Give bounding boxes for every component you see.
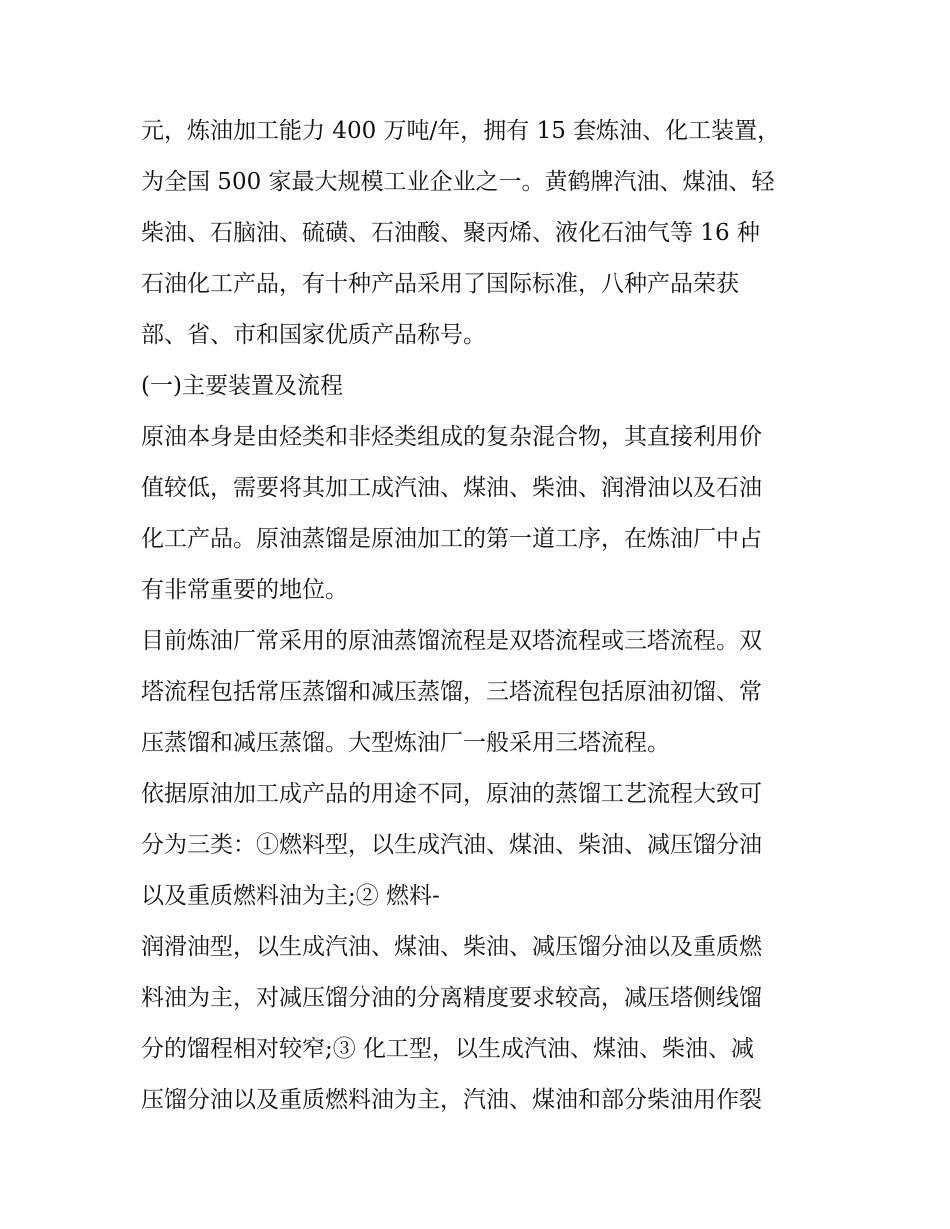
text-line: 有非常重要的地位。 (141, 577, 348, 603)
text-line: 目前炼油厂常采用的原油蒸馏流程是双塔流程或三塔流程。双 (141, 628, 762, 654)
text-line: 化工产品。原油蒸馏是原油加工的第一道工序，在炼油厂中占 (141, 526, 762, 552)
text-line: 压蒸馏和减压蒸馏。大型炼油厂一般采用三塔流程。 (141, 730, 670, 756)
paragraph-company-profile (141, 106, 811, 361)
text-line: 以及重质燃料油为主;② 燃料- (141, 883, 440, 909)
text-line: 值较低，需要将其加工成汽油、煤油、柴油、润滑油以及石油 (141, 475, 762, 501)
document-body (141, 106, 811, 1126)
text-line: 柴油、石脑油、硫磺、石油酸、聚丙烯、液化石油气等 16 种 (141, 220, 760, 246)
paragraph-distillation-process (141, 616, 811, 769)
section-heading (141, 361, 811, 412)
paragraph-process-types (141, 769, 811, 922)
text-line: (一)主要装置及流程 (141, 373, 343, 399)
text-line: 分的馏程相对较窄;③ 化工型，以生成汽油、煤油、柴油、减 (141, 1036, 755, 1062)
text-line: 元，炼油加工能力 400 万吨/年，拥有 15 套炼油、化工装置， (141, 118, 781, 144)
text-line: 依据原油加工成产品的用途不同，原油的蒸馏工艺流程大致可 (141, 781, 762, 807)
text-line: 部、省、市和国家优质产品称号。 (141, 322, 486, 348)
text-line: 料油为主，对减压馏分油的分离精度要求较高，减压塔侧线馏 (141, 985, 762, 1011)
paragraph-crude-oil (141, 412, 811, 616)
text-line: 塔流程包括常压蒸馏和减压蒸馏，三塔流程包括原油初馏、常 (141, 679, 762, 705)
paragraph-lubricant-type (141, 922, 811, 1126)
text-line: 分为三类：①燃料型，以生成汽油、煤油、柴油、减压馏分油 (141, 832, 762, 858)
text-line: 石油化工产品，有十种产品采用了国际标准，八种产品荣获 (141, 271, 739, 297)
text-line: 润滑油型，以生成汽油、煤油、柴油、减压馏分油以及重质燃 (141, 934, 762, 960)
text-line: 为全国 500 家最大规模工业企业之一。黄鹤牌汽油、煤油、轻 (141, 169, 775, 195)
text-line: 原油本身是由烃类和非烃类组成的复杂混合物，其直接利用价 (141, 424, 762, 450)
text-line: 压馏分油以及重质燃料油为主，汽油、煤油和部分柴油用作裂 (141, 1087, 762, 1113)
